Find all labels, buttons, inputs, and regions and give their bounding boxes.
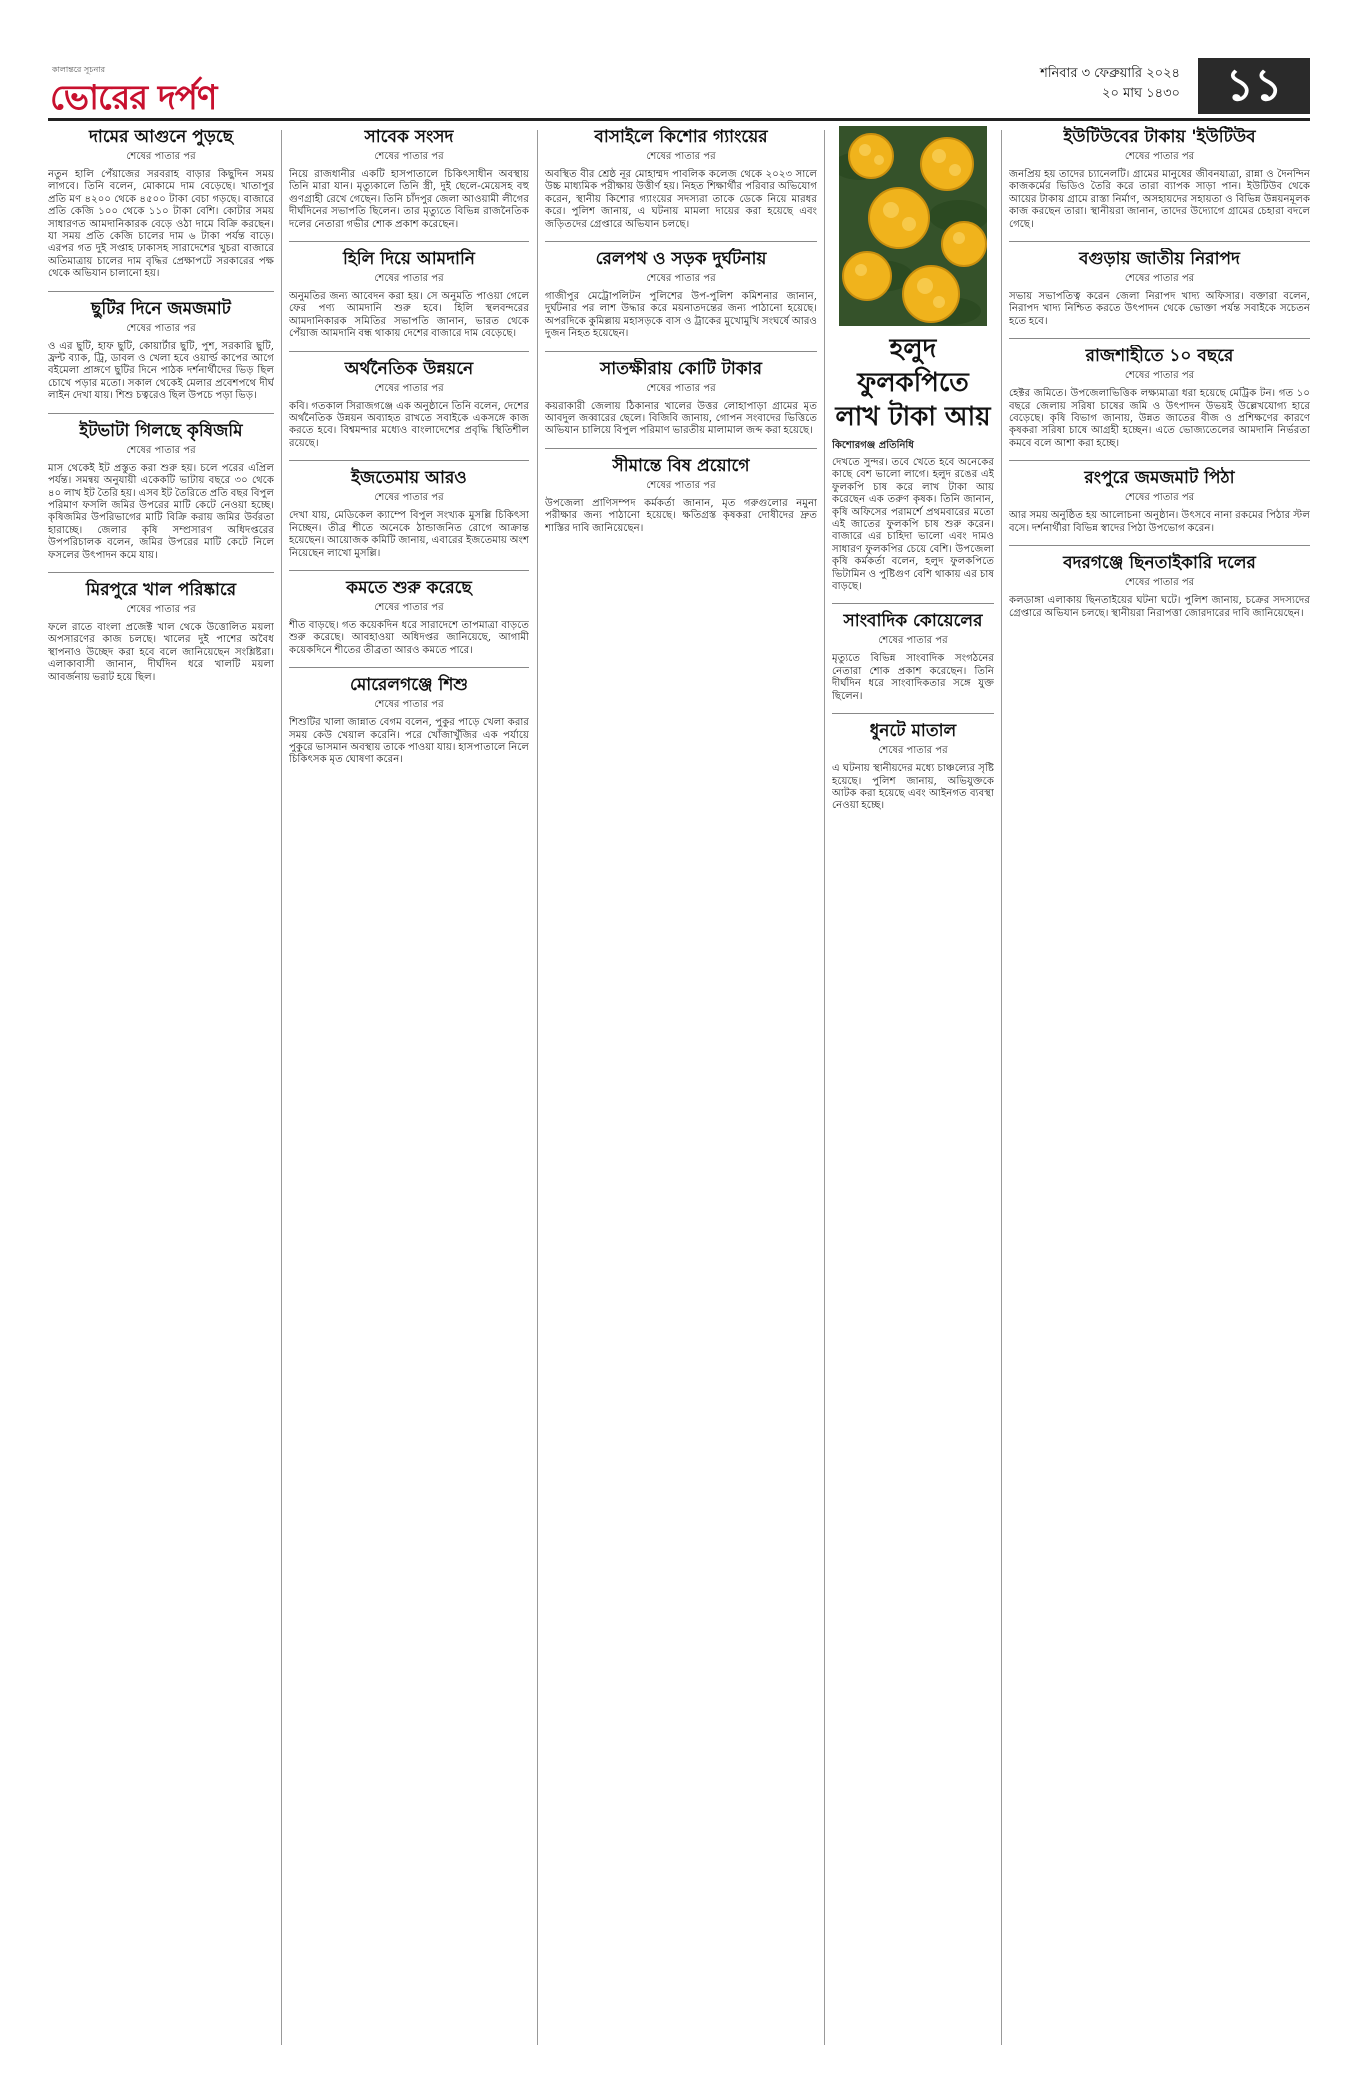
story-headline: বদরগঞ্জে ছিনতাইকারি দলের bbox=[1063, 553, 1256, 574]
news-story bbox=[545, 455, 817, 535]
story-headline: কমতে শুরু করেছে bbox=[346, 577, 472, 598]
story-jump-line: শেষের পাতার পর bbox=[374, 382, 444, 394]
cauliflower-photo-image bbox=[839, 126, 987, 326]
story-body: অনুমতির জন্য আবেদন করা হয়। সে অনুমতি পাওয়া গেলে ফের পণ্য আমদানি শুরু হবে। হিলি স্থলবন্দরের আমদানিকারক সমিতির সভাপতি জানান, ভারত থেকে পেঁয়াজ আমদানি বন্ধ থাকায় দেশের বাজারে দাম বেড়েছে। bbox=[289, 291, 529, 340]
story-divider bbox=[48, 413, 274, 414]
feature-byline: কিশোরগঞ্জ প্রতিনিধি bbox=[832, 440, 914, 451]
story-divider bbox=[289, 667, 529, 668]
story-divider bbox=[1009, 241, 1310, 242]
story-headline: ইজতেমায় আরও bbox=[351, 468, 467, 489]
story-body: এ ঘটনায় স্থানীয়দের মধ্যে চাঞ্চল্যের সৃষ্টি হয়েছে। পুলিশ জানায়, অভিযুক্তকে আটক করা হয়েছে এবং আইনগত ব্যবস্থা নেওয়া হচ্ছে। bbox=[832, 763, 994, 812]
story-body: আর সময় অনুষ্ঠিত হয় আলোচনা অনুষ্ঠান। উৎসবে নানা রকমের পিঠার স্টল বসে। দর্শনার্থীরা বিভিন্ন স্বাদের পিঠা উপভোগ করেন। bbox=[1009, 510, 1310, 534]
story-divider bbox=[832, 713, 994, 714]
story-body: ও এর ছুটি, হাফ ছুটি, কোয়ার্টার ছুটি, পুশ, সরকারি ছুটি, ফ্রন্ট ব্যাক, ট্রি, ডাবল ও খেলা হবে ওয়ার্ল্ড কাপের আগে বইমেলা প্রাঙ্গণে ছুটির দিনে পাঠক দর্শনার্থীদের ভিড় ছিল চোখে পড়ার মতো। সকাল থেকেই মেলার প্রবেশপথে দীর্ঘ লাইন দেখা যায়। শিশু চত্বরেও ছিল উপচে পড়া ভিড়। bbox=[48, 340, 274, 402]
story-headline: ইউটিউবের টাকায় 'ইউটিউব bbox=[1063, 127, 1256, 147]
news-story bbox=[1009, 467, 1310, 535]
story-divider bbox=[289, 460, 529, 461]
column-divider bbox=[281, 130, 282, 2045]
issue-date bbox=[1040, 64, 1180, 104]
newspaper-page bbox=[48, 60, 1310, 2055]
story-divider bbox=[1009, 338, 1310, 339]
story-headline: সীমান্তে বিষ প্রয়োগে bbox=[612, 455, 750, 476]
story-jump-line: শেষের পাতার পর bbox=[646, 479, 716, 491]
news-story bbox=[1009, 552, 1310, 620]
story-body: সভায় সভাপতিত্ব করেন জেলা নিরাপদ খাদ্য অফিসার। বক্তারা বলেন, নিরাপদ খাদ্য নিশ্চিত করতে উৎপাদন থেকে ভোক্তা পর্যন্ত সবাইকে সচেতন হতে হবে। bbox=[1009, 291, 1310, 327]
news-story bbox=[545, 126, 817, 231]
story-body: উপজেলা প্রাণিসম্পদ কর্মকর্তা জানান, মৃত গরুগুলোর নমুনা পরীক্ষার জন্য পাঠানো হয়েছে। ক্ষতিগ্রস্ত কৃষকরা দোষীদের দ্রুত শাস্তির দাবি জানিয়েছেন। bbox=[545, 497, 817, 534]
story-jump-line: শেষের পাতার পর bbox=[126, 603, 196, 615]
story-headline: ধুনটে মাতাল bbox=[869, 721, 957, 742]
story-body: দেখা যায়, মেডিকেল ক্যাম্পে বিপুল সংখ্যক মুসল্লি চিকিৎসা নিচ্ছেন। তীব্র শীতে অনেকে ঠান্ডাজনিত রোগে আক্রান্ত হয়েছেন। আয়োজক কমিটি জানায়, এবারের ইজতেমায় অংশ নিয়েছেন লাখো মুসল্লি। bbox=[289, 510, 529, 559]
story-headline: রংপুরে জমজমাট পিঠা bbox=[1084, 468, 1235, 489]
column-5 bbox=[1009, 126, 1310, 2051]
story-jump-line: শেষের পাতার পর bbox=[374, 699, 444, 711]
story-jump-line: শেষের পাতার পর bbox=[126, 322, 196, 334]
story-jump-line: শেষের পাতার পর bbox=[1124, 492, 1195, 504]
story-divider bbox=[48, 572, 274, 573]
page-number: ১১ bbox=[1198, 58, 1310, 114]
issue-date-gregorian: শনিবার ৩ ফেব্রুয়ারি ২০২৪ bbox=[1040, 66, 1180, 81]
column-divider bbox=[1001, 130, 1002, 2045]
story-headline: সাতক্ষীরায় কোটি টাকার bbox=[600, 358, 762, 379]
news-story bbox=[832, 720, 994, 813]
paper-logo bbox=[48, 64, 278, 118]
story-headline: বাসাইলে কিশোর গ্যাংয়ের bbox=[594, 127, 768, 147]
news-story bbox=[289, 126, 529, 231]
news-story bbox=[48, 579, 274, 684]
story-jump-line: শেষের পাতার পর bbox=[878, 745, 948, 757]
story-headline: সাংবাদিক কোয়েলের bbox=[843, 611, 983, 632]
story-body: মৃত্যুতে বিভিন্ন সাংবাদিক সংগঠনের নেতারা শোক প্রকাশ করেছেন। তিনি দীর্ঘদিন ধরে সাংবাদিকতার সঙ্গে যুক্ত ছিলেন। bbox=[832, 653, 994, 702]
news-story bbox=[289, 248, 529, 341]
story-divider bbox=[545, 241, 817, 242]
story-body: নিয়ে রাজধানীর একটি হাসপাতালে চিকিৎসাধীন অবস্থায় তিনি মারা যান। মৃত্যুকালে তিনি স্ত্রী, দুই ছেলে-মেয়েসহ বহু গুণগ্রাহী রেখে গেছেন। তিনি চাঁদপুর জেলা আওয়ামী লীগের দীর্ঘদিনের সভাপতি ছিলেন। তার মৃত্যুতে বিভিন্ন রাজনৈতিক দলের নেতারা গভীর শোক প্রকাশ করেছেন। bbox=[289, 169, 529, 230]
news-story bbox=[48, 298, 274, 403]
story-body: নতুন হালি পেঁয়াজের সরবরাহ বাড়ার কিছুদিন সময় লাগবে। তিনি বলেন, মোকামে দাম বেড়েছে। খাতাপুর প্রতি মণ ৪২০০ থেকে ৪৫০০ টাকা বেচা গড়ছে। বাজারে প্রতি কেজি ১০০ থেকে ১১০ টাকা বেশি। কোটার সময় সাধারণত আমদানিকারক বেড়ে ওঠা দামে বিক্রি করছেন। যা সময় প্রতি কেজি চালের দাম ৬ টাকা পর্যন্ত বাড়ে। এরপর গত দুই সপ্তাহ ঢাকাসহ সারাদেশের খুচরা বাজারে অতিমাত্রায় চালের দাম বৃদ্ধির প্রেক্ষাপটে সরকারের পক্ষ থেকে অভিযান চালানো হয়। bbox=[48, 169, 274, 280]
story-divider bbox=[48, 291, 274, 292]
story-divider bbox=[289, 570, 529, 571]
story-body: শীত বাড়ছে। গত কয়েকদিন ধরে সারাদেশে তাপমাত্রা বাড়তে শুরু করেছে। আবহাওয়া অধিদপ্তর জানিয়েছে, আগামী কয়েকদিনে শীতের তীব্রতা আরও কমতে পারে। bbox=[289, 619, 529, 656]
story-body: জনপ্রিয় হয় তাদের চ্যানেলটি। গ্রামের মানুষের জীবনযাত্রা, রান্না ও দৈনন্দিন কাজকর্মের ভিডিও তৈরি করে তারা ব্যাপক সাড়া পান। ইউটিউব থেকে আয়ের টাকায় গ্রামে রাস্তা নির্মাণ, অসহায়দের সহায়তা ও বিভিন্ন উন্নয়নমূলক কাজ করছেন তারা। স্থানীয়রা জানান, তাদের উদ্যোগে গ্রামের চেহারা বদলে গেছে। bbox=[1009, 169, 1310, 230]
story-divider bbox=[1009, 545, 1310, 546]
story-headline: মিরপুরে খাল পরিষ্কারে bbox=[85, 579, 237, 600]
news-story bbox=[289, 358, 529, 451]
feature-headline: হলুদ ফুলকপিতে লাখ টাকা আয় bbox=[835, 334, 991, 432]
news-story bbox=[545, 358, 817, 438]
story-divider bbox=[289, 351, 529, 352]
column-1 bbox=[48, 126, 274, 2051]
news-story bbox=[48, 420, 274, 562]
logo-tagline: কালান্তরে সূচনার bbox=[52, 65, 105, 74]
story-body: হেক্টর জমিতে। উপজেলাভিত্তিক লক্ষ্যমাত্রা ধরা হয়েছে মেট্রিক টন। গত ১০ বছরে জেলায় সরিষা চাষের জমি ও উৎপাদন উভয়ই উল্লেখযোগ্য হারে বেড়েছে। কৃষি বিভাগ জানায়, উন্নত জাতের বীজ ও প্রশিক্ষণের কারণে কৃষকরা সরিষা চাষে আগ্রহী হচ্ছেন। এতে ভোজ্যতেলের আমদানি নির্ভরতা কমবে বলে আশা করা হচ্ছে। bbox=[1009, 388, 1310, 449]
issue-date-bengali: ২০ মাঘ ১৪৩০ bbox=[1102, 86, 1180, 101]
news-story bbox=[289, 674, 529, 767]
news-story bbox=[289, 467, 529, 560]
story-jump-line: শেষের পাতার পর bbox=[374, 151, 444, 162]
story-jump-line: শেষের পাতার পর bbox=[374, 273, 444, 285]
story-headline: রাজশাহীতে ১০ বছরে bbox=[1085, 346, 1234, 367]
story-headline: সাবেক সংসদ bbox=[364, 127, 454, 147]
news-story bbox=[289, 577, 529, 657]
story-body: ফলে রাতে বাংলা প্রজেক্ট খাল থেকে উত্তোলিত ময়লা অপসারণের কাজ চলছে। খালের দুই পাশের অবৈধ স্থাপনাও উচ্ছেদ করা হবে বলে জানিয়েছেন সংশ্লিষ্টরা। এলাকাবাসী জানান, দীর্ঘদিন ধরে খালটি ময়লা আবর্জনায় ভরাট হয়ে ছিল। bbox=[48, 621, 274, 683]
story-headline: বগুড়ায় জাতীয় নিরাপদ bbox=[1079, 249, 1240, 270]
story-headline: দামের আগুনে পুড়ছে bbox=[88, 127, 233, 147]
story-divider bbox=[1009, 460, 1310, 461]
story-divider bbox=[289, 241, 529, 242]
story-body: কলডাঙ্গা এলাকায় ছিনতাইয়ের ঘটনা ঘটে। পুলিশ জানায়, চক্রের সদস্যদের গ্রেপ্তারে অভিযান চলছে। স্থানীয়রা নিরাপত্তা জোরদারের দাবি জানিয়েছেন। bbox=[1009, 595, 1310, 619]
story-jump-line: শেষের পাতার পর bbox=[1124, 370, 1195, 382]
masthead bbox=[48, 60, 1310, 118]
story-body: মাস থেকেই ইট প্রস্তুত করা শুরু হয়। চলে পরের এপ্রিল পর্যন্ত। সমন্বয় অনুযায়ী একেকটি ভাটায় বছরে ৩০ থেকে ৪০ লাখ ইট তৈরি হয়। এসব ইট তৈরিতে প্রতি বছর বিপুল পরিমাণ ফসলি জমির উপরের মাটি কেটে নেওয়া হচ্ছে। কৃষিজমির উপরিভাগের মাটি বিক্রি করায় জমির উর্বরতা হারাচ্ছে। জেলার কৃষি সম্প্রসারণ অধিদপ্তরের উপপরিচালক বলেন, জমির উপরের মাটি কেটে নিলে ফসলের উৎপাদন কমে যায়। bbox=[48, 462, 274, 561]
story-body: গাজীপুর মেট্রোপলিটন পুলিশের উপ-পুলিশ কমিশনার জানান, দুর্ঘটনার পর লাশ উদ্ধার করে ময়নাতদন্তের জন্য পাঠানো হয়েছে। অপরদিকে কুমিল্লায় মহাসড়কে বাস ও ট্রাকের মুখোমুখি সংঘর্ষে আরও দুজন নিহত হয়েছেন। bbox=[545, 291, 817, 340]
news-story bbox=[1009, 248, 1310, 328]
column-2 bbox=[289, 126, 529, 2051]
story-body: কবি। গতকাল সিরাজগঞ্জে এক অনুষ্ঠানে তিনি বলেন, দেশের অর্থনৈতিক উন্নয়ন অব্যাহত রাখতে সবাইকে একসঙ্গে কাজ করতে হবে। বিশ্বমন্দার মধ্যেও বাংলাদেশের প্রবৃদ্ধি স্থিতিশীল রয়েছে। bbox=[289, 400, 529, 449]
column-divider bbox=[537, 130, 538, 2045]
story-jump-line: শেষের পাতার পর bbox=[126, 444, 196, 456]
feature-body: দেখতে সুন্দর। তবে খেতে হবে অনেকের কাছে বেশ ভালো লাগে। হলুদ রঙের এই ফুলকপি চাষ করে লাখ টাকা আয় করেছেন এক তরুণ কৃষক। তিনি জানান, কৃষি অফিসের পরামর্শে প্রথমবারের মতো এই জাতের ফুলকপি চাষ শুরু করেন। বাজারে এর চাহিদা ভালো এবং দামও সাধারণ ফুলকপির চেয়ে বেশি। উপজেলা কৃষি কর্মকর্তা বলেন, হলুদ ফুলকপিতে ভিটামিন ও পুষ্টিগুণ বেশি থাকায় এর চাষ বাড়ছে। bbox=[832, 457, 994, 593]
story-headline: ছুটির দিনে জমজমাট bbox=[91, 298, 231, 319]
story-divider bbox=[832, 603, 994, 604]
news-story bbox=[48, 126, 274, 281]
logo-wordmark: ভোরের দর্পণ bbox=[50, 78, 217, 118]
column-divider bbox=[824, 130, 825, 2045]
story-headline: অর্থনৈতিক উন্নয়নে bbox=[344, 358, 474, 379]
story-body: অবস্থিত বীর শ্রেষ্ঠ নূর মোহাম্মদ পাবলিক কলেজ থেকে ২০২৩ সালে উচ্চ মাধ্যমিক পরীক্ষায় উত্তীর্ণ হয়। নিহত শিক্ষার্থীর পরিবার অভিযোগ করেন, স্থানীয় কিশোর গ্যাংয়ের সদস্যরা তাকে ডেকে নিয়ে মারধর করে। পুলিশ জানায়, এ ঘটনায় মামলা দায়ের করা হয়েছে এবং জড়িতদের গ্রেপ্তারে অভিযান চলছে। bbox=[545, 169, 817, 230]
news-story bbox=[1009, 345, 1310, 450]
story-jump-line: শেষের পাতার পর bbox=[646, 382, 716, 394]
story-jump-line: শেষের পাতার পর bbox=[1124, 273, 1195, 285]
story-jump-line: শেষের পাতার পর bbox=[646, 151, 716, 162]
story-jump-line: শেষের পাতার পর bbox=[1124, 151, 1195, 162]
story-divider bbox=[545, 448, 817, 449]
column-3 bbox=[545, 126, 817, 2051]
news-story bbox=[1009, 126, 1310, 231]
story-jump-line: শেষের পাতার পর bbox=[374, 601, 444, 613]
story-jump-line: শেষের পাতার পর bbox=[1124, 577, 1195, 589]
story-jump-line: শেষের পাতার পর bbox=[646, 273, 716, 285]
column-4-stories bbox=[832, 610, 994, 812]
masthead-rule bbox=[48, 118, 1310, 121]
story-headline: রেলপথ ও সড়ক দুর্ঘটনায় bbox=[595, 249, 767, 270]
news-story bbox=[545, 248, 817, 341]
column-4 bbox=[832, 126, 994, 2051]
story-body: শিশুটির খালা জান্নাত বেগম বলেন, পুকুর পাড়ে খেলা করার সময় কেউ খেয়াল করেনি। পরে খোঁজাখুঁজির এক পর্যায়ে পুকুরে ভাসমান অবস্থায় তাকে পাওয়া যায়। হাসপাতালে নিলে চিকিৎসক মৃত ঘোষণা করেন। bbox=[289, 717, 529, 766]
story-headline: হিলি দিয়ে আমদানি bbox=[343, 249, 475, 270]
story-body: কয়রাকারী জেলায় ঠিকানার খালের উত্তর লোহাপাড়া গ্রামের মৃত আবদুল জব্বারের ছেলে। বিজিবি জানায়, গোপন সংবাদের ভিত্তিতে অভিযান চালিয়ে বিপুল পরিমাণ ভারতীয় মালামাল জব্দ করা হয়েছে। bbox=[545, 400, 817, 437]
story-jump-line: শেষের পাতার পর bbox=[374, 492, 444, 504]
story-jump-line: শেষের পাতার পর bbox=[878, 635, 948, 647]
cauliflower-photo bbox=[839, 126, 987, 326]
story-jump-line: শেষের পাতার পর bbox=[126, 151, 196, 162]
story-headline: মোরেলগঞ্জে শিশু bbox=[349, 675, 469, 696]
news-story bbox=[832, 610, 994, 703]
story-divider bbox=[545, 351, 817, 352]
story-headline: ইটভাটা গিলছে কৃষিজমি bbox=[79, 420, 243, 441]
